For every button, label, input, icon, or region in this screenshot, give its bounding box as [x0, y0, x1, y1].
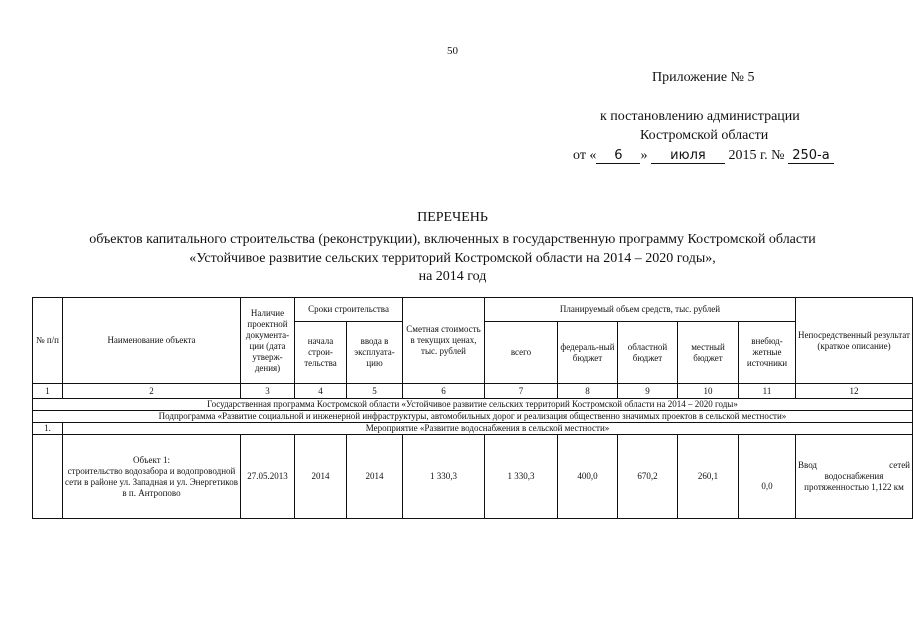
- column-number: 9: [618, 384, 678, 399]
- program-title: Государственная программа Костромской области «Устойчивое развитие сельских территорий Костромской области на 2014 – 2020 годы»: [33, 399, 913, 411]
- column-number: 4: [295, 384, 347, 399]
- decree-date-line: [573, 148, 834, 164]
- header-offbudget: внебюд-жетные источники: [739, 322, 796, 384]
- table-row: [33, 435, 913, 519]
- row-num-cell: [33, 435, 63, 519]
- decree-number: 250-а: [788, 148, 834, 164]
- column-number: 5: [347, 384, 403, 399]
- result-description: [796, 435, 913, 519]
- document-subtitle-3: на 2014 год: [418, 269, 487, 284]
- object-title: Объект 1:: [133, 454, 170, 465]
- result-word-1: Ввод: [798, 460, 818, 470]
- column-number: 11: [739, 384, 796, 399]
- column-number: 3: [241, 384, 295, 399]
- document-title: ПЕРЕЧЕНЬ: [417, 210, 488, 225]
- object-description: строительство водозабора и водопроводной сети в районе ул. Западная и ул. Энергетиков в п. Антропово: [65, 465, 238, 498]
- column-number: 10: [678, 384, 739, 399]
- subprogram-row: [33, 411, 913, 423]
- program-row: [33, 399, 913, 411]
- column-numbers-row: [33, 384, 913, 399]
- federal-budget: 400,0: [558, 435, 618, 519]
- objects-table: [32, 297, 913, 519]
- planned-total: 1 330,3: [485, 435, 558, 519]
- header-local: местный бюджет: [678, 322, 739, 384]
- result-word-2: сетей: [889, 460, 910, 470]
- header-cost: Сметная стоимость в текущих ценах, тыс. рублей: [403, 298, 485, 384]
- decree-year: 2015 г. №: [728, 148, 785, 163]
- column-number: 6: [403, 384, 485, 399]
- column-number: 7: [485, 384, 558, 399]
- decree-line-2: Костромской области: [640, 128, 769, 143]
- header-terms: Сроки строительства: [295, 298, 403, 322]
- measure-row: [33, 423, 913, 435]
- header-federal: федераль-ный бюджет: [558, 322, 618, 384]
- table-header-row-1: [33, 298, 913, 322]
- header-docs: Наличие проектной документа-ции (дата утверж-дения): [241, 298, 295, 384]
- document-subtitle-1: объектов капитального строительства (реконструкции), включенных в государственную программу Костромской области: [89, 232, 816, 247]
- column-number: 8: [558, 384, 618, 399]
- header-planned: Планируемый объем средств, тыс. рублей: [485, 298, 796, 322]
- decree-day: 6: [596, 148, 640, 164]
- commission-year: 2014: [347, 435, 403, 519]
- column-number: 12: [796, 384, 913, 399]
- decree-quote-close: »: [640, 148, 648, 163]
- decree-from: от «: [573, 148, 597, 163]
- column-number: 2: [63, 384, 241, 399]
- object-name-cell: [63, 435, 241, 519]
- regional-budget: 670,2: [618, 435, 678, 519]
- header-num: № п/п: [33, 298, 63, 384]
- estimated-cost: 1 330,3: [403, 435, 485, 519]
- docs-date: 27.05.2013: [241, 435, 295, 519]
- offbudget-sources: 0,0: [739, 435, 796, 519]
- appendix-label: Приложение № 5: [652, 70, 755, 85]
- page-number: 50: [447, 45, 458, 57]
- measure-title: Мероприятие «Развитие водоснабжения в сельской местности»: [63, 423, 913, 435]
- measure-number: 1.: [33, 423, 63, 435]
- header-total: всего: [485, 322, 558, 384]
- decree-month: июля: [651, 148, 725, 164]
- header-start: начала строи-тельства: [295, 322, 347, 384]
- result-first-line: [798, 460, 910, 471]
- document-subtitle-2: «Устойчивое развитие сельских территорий Костромской области на 2014 – 2020 годы»,: [189, 251, 716, 266]
- header-commission: ввода в эксплуата-цию: [347, 322, 403, 384]
- header-name: Наименование объекта: [63, 298, 241, 384]
- header-regional: областной бюджет: [618, 322, 678, 384]
- local-budget: 260,1: [678, 435, 739, 519]
- decree-line-1: к постановлению администрации: [600, 109, 800, 124]
- column-number: 1: [33, 384, 63, 399]
- start-year: 2014: [295, 435, 347, 519]
- result-text: водоснабжения протяженностью 1,122 км: [804, 471, 904, 492]
- subprogram-title: Подпрограмма «Развитие социальной и инженерной инфраструктуры, автомобильных дорог и реализация общественно значимых проектов в сельской местности»: [33, 411, 913, 423]
- header-result: Непосредственный результат (краткое описание): [796, 298, 913, 384]
